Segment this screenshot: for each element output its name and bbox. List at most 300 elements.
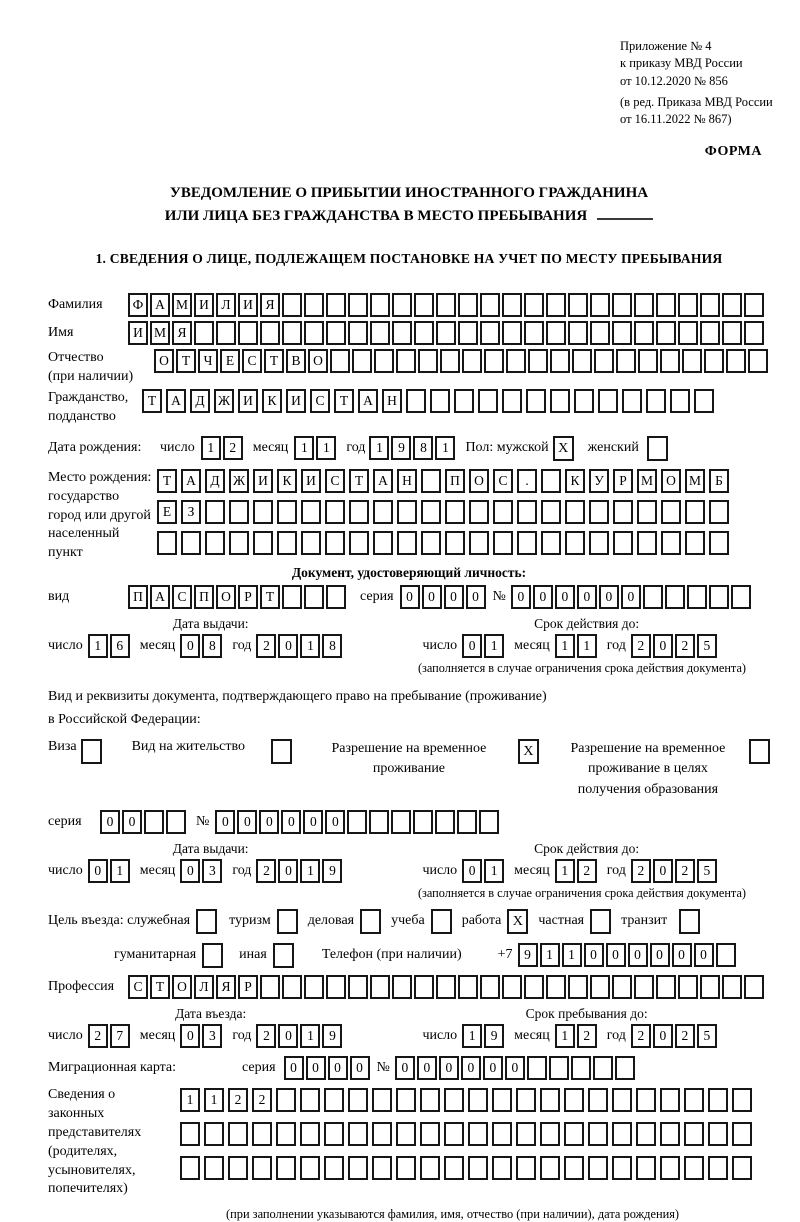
char-cell[interactable]	[564, 1088, 584, 1112]
char-cell[interactable]	[370, 321, 390, 345]
char-cell[interactable]	[687, 585, 707, 609]
char-cell[interactable]	[458, 293, 478, 317]
char-cell[interactable]	[517, 531, 537, 555]
char-cell[interactable]	[229, 531, 249, 555]
residence-permit-checkbox[interactable]	[271, 739, 292, 764]
char-cell[interactable]: 0	[180, 859, 200, 883]
char-cell[interactable]	[468, 1088, 488, 1112]
char-cell[interactable]: Т	[334, 389, 354, 413]
purpose-transit-checkbox[interactable]	[679, 909, 700, 934]
char-cell[interactable]: 9	[391, 436, 411, 460]
char-cell[interactable]: 0	[284, 1056, 304, 1080]
char-cell[interactable]	[700, 293, 720, 317]
char-cell[interactable]: 0	[306, 1056, 326, 1080]
char-cell[interactable]: 0	[180, 1024, 200, 1048]
char-cell[interactable]	[708, 1088, 728, 1112]
char-cell[interactable]	[656, 293, 676, 317]
char-cell[interactable]	[180, 1156, 200, 1180]
char-cell[interactable]	[282, 321, 302, 345]
char-cell[interactable]	[588, 1122, 608, 1146]
char-cell[interactable]	[634, 321, 654, 345]
char-cell[interactable]	[678, 975, 698, 999]
char-cell[interactable]	[326, 975, 346, 999]
char-cell[interactable]	[684, 1156, 704, 1180]
char-cell[interactable]	[282, 293, 302, 317]
char-cell[interactable]: 1	[484, 859, 504, 883]
char-cell[interactable]	[540, 1088, 560, 1112]
char-cell[interactable]: 0	[462, 859, 482, 883]
char-cell[interactable]	[480, 975, 500, 999]
char-cell[interactable]	[744, 293, 764, 317]
visa-checkbox[interactable]	[81, 739, 102, 764]
char-cell[interactable]	[541, 531, 561, 555]
char-cell[interactable]	[613, 500, 633, 524]
char-cell[interactable]	[616, 349, 636, 373]
char-cell[interactable]: 1	[462, 1024, 482, 1048]
char-cell[interactable]	[349, 531, 369, 555]
char-cell[interactable]	[462, 349, 482, 373]
char-cell[interactable]	[260, 975, 280, 999]
char-cell[interactable]: 8	[413, 436, 433, 460]
char-cell[interactable]	[228, 1156, 248, 1180]
char-cell[interactable]	[612, 321, 632, 345]
char-cell[interactable]	[430, 389, 450, 413]
char-cell[interactable]	[348, 975, 368, 999]
char-cell[interactable]	[325, 500, 345, 524]
char-cell[interactable]: П	[445, 469, 465, 493]
char-cell[interactable]	[661, 531, 681, 555]
char-cell[interactable]: 0	[511, 585, 531, 609]
char-cell[interactable]	[527, 1056, 547, 1080]
char-cell[interactable]: 0	[606, 943, 626, 967]
char-cell[interactable]: 1	[577, 634, 597, 658]
char-cell[interactable]	[492, 1122, 512, 1146]
char-cell[interactable]	[731, 585, 751, 609]
char-cell[interactable]	[546, 293, 566, 317]
char-cell[interactable]: 5	[697, 634, 717, 658]
char-cell[interactable]	[238, 321, 258, 345]
char-cell[interactable]	[732, 1122, 752, 1146]
char-cell[interactable]: Д	[205, 469, 225, 493]
char-cell[interactable]	[144, 810, 164, 834]
char-cell[interactable]	[396, 349, 416, 373]
char-cell[interactable]: 0	[278, 859, 298, 883]
char-cell[interactable]: 0	[439, 1056, 459, 1080]
char-cell[interactable]	[194, 321, 214, 345]
char-cell[interactable]: Н	[382, 389, 402, 413]
char-cell[interactable]: .	[517, 469, 537, 493]
char-cell[interactable]: 7	[110, 1024, 130, 1048]
char-cell[interactable]: О	[216, 585, 236, 609]
char-cell[interactable]	[421, 469, 441, 493]
char-cell[interactable]: 0	[180, 634, 200, 658]
char-cell[interactable]	[684, 1122, 704, 1146]
char-cell[interactable]	[414, 293, 434, 317]
char-cell[interactable]	[709, 531, 729, 555]
char-cell[interactable]	[524, 975, 544, 999]
char-cell[interactable]	[373, 500, 393, 524]
char-cell[interactable]: Т	[349, 469, 369, 493]
char-cell[interactable]	[216, 321, 236, 345]
char-cell[interactable]	[370, 293, 390, 317]
char-cell[interactable]	[502, 293, 522, 317]
char-cell[interactable]	[444, 1088, 464, 1112]
char-cell[interactable]	[493, 500, 513, 524]
char-cell[interactable]: С	[493, 469, 513, 493]
char-cell[interactable]: Т	[150, 975, 170, 999]
char-cell[interactable]	[678, 321, 698, 345]
char-cell[interactable]: 1	[540, 943, 560, 967]
char-cell[interactable]	[700, 975, 720, 999]
char-cell[interactable]	[349, 500, 369, 524]
char-cell[interactable]	[516, 1156, 536, 1180]
char-cell[interactable]: А	[373, 469, 393, 493]
char-cell[interactable]	[634, 293, 654, 317]
char-cell[interactable]: Ж	[229, 469, 249, 493]
char-cell[interactable]	[301, 531, 321, 555]
char-cell[interactable]	[300, 1156, 320, 1180]
char-cell[interactable]: П	[194, 585, 214, 609]
char-cell[interactable]: 0	[555, 585, 575, 609]
char-cell[interactable]	[516, 1088, 536, 1112]
char-cell[interactable]	[550, 349, 570, 373]
char-cell[interactable]	[546, 321, 566, 345]
char-cell[interactable]: Т	[264, 349, 284, 373]
char-cell[interactable]: 2	[577, 859, 597, 883]
char-cell[interactable]: 2	[223, 436, 243, 460]
char-cell[interactable]: А	[358, 389, 378, 413]
char-cell[interactable]	[637, 531, 657, 555]
char-cell[interactable]	[458, 975, 478, 999]
char-cell[interactable]: М	[150, 321, 170, 345]
char-cell[interactable]	[590, 321, 610, 345]
char-cell[interactable]	[660, 1122, 680, 1146]
purpose-humanitarian-checkbox[interactable]	[202, 943, 223, 968]
char-cell[interactable]: 1	[562, 943, 582, 967]
char-cell[interactable]: 1	[555, 1024, 575, 1048]
char-cell[interactable]	[564, 1156, 584, 1180]
char-cell[interactable]	[598, 389, 618, 413]
char-cell[interactable]	[540, 1122, 560, 1146]
char-cell[interactable]	[166, 810, 186, 834]
char-cell[interactable]	[348, 1156, 368, 1180]
char-cell[interactable]: З	[181, 500, 201, 524]
char-cell[interactable]	[744, 321, 764, 345]
char-cell[interactable]: И	[253, 469, 273, 493]
char-cell[interactable]	[204, 1156, 224, 1180]
char-cell[interactable]: 0	[628, 943, 648, 967]
char-cell[interactable]: Е	[220, 349, 240, 373]
char-cell[interactable]: С	[310, 389, 330, 413]
char-cell[interactable]: Я	[260, 293, 280, 317]
char-cell[interactable]: Р	[238, 975, 258, 999]
char-cell[interactable]	[588, 1156, 608, 1180]
char-cell[interactable]: 0	[444, 585, 464, 609]
char-cell[interactable]	[276, 1088, 296, 1112]
char-cell[interactable]	[541, 469, 561, 493]
char-cell[interactable]	[253, 500, 273, 524]
char-cell[interactable]: А	[166, 389, 186, 413]
char-cell[interactable]	[493, 531, 513, 555]
char-cell[interactable]: 0	[88, 859, 108, 883]
char-cell[interactable]: 0	[533, 585, 553, 609]
char-cell[interactable]	[722, 293, 742, 317]
char-cell[interactable]: Е	[157, 500, 177, 524]
char-cell[interactable]: 0	[650, 943, 670, 967]
char-cell[interactable]	[347, 810, 367, 834]
char-cell[interactable]: 0	[584, 943, 604, 967]
char-cell[interactable]	[369, 810, 389, 834]
char-cell[interactable]: Ж	[214, 389, 234, 413]
char-cell[interactable]: 0	[672, 943, 692, 967]
char-cell[interactable]	[516, 1122, 536, 1146]
char-cell[interactable]	[352, 349, 372, 373]
char-cell[interactable]	[568, 293, 588, 317]
char-cell[interactable]: 1	[204, 1088, 224, 1112]
char-cell[interactable]	[656, 321, 676, 345]
char-cell[interactable]: 2	[228, 1088, 248, 1112]
char-cell[interactable]	[700, 321, 720, 345]
char-cell[interactable]	[612, 293, 632, 317]
char-cell[interactable]	[726, 349, 746, 373]
char-cell[interactable]	[526, 389, 546, 413]
char-cell[interactable]	[634, 975, 654, 999]
char-cell[interactable]	[524, 321, 544, 345]
char-cell[interactable]	[589, 531, 609, 555]
char-cell[interactable]: 0	[599, 585, 619, 609]
char-cell[interactable]	[282, 585, 302, 609]
char-cell[interactable]: 0	[350, 1056, 370, 1080]
char-cell[interactable]	[406, 389, 426, 413]
char-cell[interactable]	[615, 1056, 635, 1080]
purpose-tourism-checkbox[interactable]	[277, 909, 298, 934]
char-cell[interactable]	[540, 1156, 560, 1180]
char-cell[interactable]	[528, 349, 548, 373]
char-cell[interactable]	[458, 321, 478, 345]
char-cell[interactable]: 1	[555, 859, 575, 883]
char-cell[interactable]	[722, 975, 742, 999]
char-cell[interactable]	[636, 1088, 656, 1112]
char-cell[interactable]: 2	[631, 859, 651, 883]
char-cell[interactable]	[324, 1088, 344, 1112]
char-cell[interactable]: П	[128, 585, 148, 609]
char-cell[interactable]	[420, 1088, 440, 1112]
char-cell[interactable]	[646, 389, 666, 413]
char-cell[interactable]	[444, 1156, 464, 1180]
char-cell[interactable]: 0	[122, 810, 142, 834]
char-cell[interactable]	[565, 531, 585, 555]
char-cell[interactable]	[685, 500, 705, 524]
char-cell[interactable]	[300, 1088, 320, 1112]
char-cell[interactable]	[502, 389, 522, 413]
char-cell[interactable]: И	[238, 389, 258, 413]
char-cell[interactable]	[502, 321, 522, 345]
char-cell[interactable]	[260, 321, 280, 345]
char-cell[interactable]: 0	[278, 1024, 298, 1048]
char-cell[interactable]: 0	[215, 810, 235, 834]
char-cell[interactable]: 1	[435, 436, 455, 460]
char-cell[interactable]	[414, 975, 434, 999]
char-cell[interactable]	[180, 1122, 200, 1146]
char-cell[interactable]: Б	[709, 469, 729, 493]
char-cell[interactable]: О	[308, 349, 328, 373]
char-cell[interactable]: 0	[417, 1056, 437, 1080]
char-cell[interactable]: О	[469, 469, 489, 493]
char-cell[interactable]	[301, 500, 321, 524]
char-cell[interactable]	[732, 1088, 752, 1112]
char-cell[interactable]	[468, 1122, 488, 1146]
char-cell[interactable]: 2	[256, 859, 276, 883]
char-cell[interactable]	[568, 321, 588, 345]
char-cell[interactable]	[722, 321, 742, 345]
char-cell[interactable]: 1	[88, 634, 108, 658]
rvp-edu-checkbox[interactable]	[749, 739, 770, 764]
char-cell[interactable]: 1	[369, 436, 389, 460]
char-cell[interactable]	[636, 1156, 656, 1180]
char-cell[interactable]: Р	[238, 585, 258, 609]
char-cell[interactable]: Н	[397, 469, 417, 493]
char-cell[interactable]: 9	[322, 1024, 342, 1048]
char-cell[interactable]: 2	[577, 1024, 597, 1048]
char-cell[interactable]	[541, 500, 561, 524]
char-cell[interactable]: 3	[202, 1024, 222, 1048]
char-cell[interactable]	[684, 1088, 704, 1112]
char-cell[interactable]	[396, 1088, 416, 1112]
char-cell[interactable]	[396, 1156, 416, 1180]
char-cell[interactable]: Д	[190, 389, 210, 413]
char-cell[interactable]	[157, 531, 177, 555]
char-cell[interactable]	[590, 975, 610, 999]
char-cell[interactable]: В	[286, 349, 306, 373]
char-cell[interactable]	[277, 500, 297, 524]
char-cell[interactable]	[304, 975, 324, 999]
char-cell[interactable]: 0	[325, 810, 345, 834]
char-cell[interactable]: 5	[697, 859, 717, 883]
char-cell[interactable]	[253, 531, 273, 555]
char-cell[interactable]: 1	[300, 859, 320, 883]
char-cell[interactable]: 0	[303, 810, 323, 834]
char-cell[interactable]	[568, 975, 588, 999]
char-cell[interactable]	[276, 1156, 296, 1180]
char-cell[interactable]	[397, 500, 417, 524]
char-cell[interactable]	[572, 349, 592, 373]
char-cell[interactable]	[612, 1122, 632, 1146]
char-cell[interactable]	[277, 531, 297, 555]
char-cell[interactable]: Т	[260, 585, 280, 609]
char-cell[interactable]: С	[325, 469, 345, 493]
char-cell[interactable]	[181, 531, 201, 555]
char-cell[interactable]: 1	[300, 634, 320, 658]
char-cell[interactable]	[670, 389, 690, 413]
char-cell[interactable]	[205, 531, 225, 555]
char-cell[interactable]: 2	[88, 1024, 108, 1048]
char-cell[interactable]	[660, 1088, 680, 1112]
char-cell[interactable]	[665, 585, 685, 609]
char-cell[interactable]: 0	[259, 810, 279, 834]
char-cell[interactable]: 0	[278, 634, 298, 658]
char-cell[interactable]	[524, 293, 544, 317]
char-cell[interactable]: К	[565, 469, 585, 493]
char-cell[interactable]: 2	[256, 634, 276, 658]
char-cell[interactable]: Л	[216, 293, 236, 317]
char-cell[interactable]	[373, 531, 393, 555]
char-cell[interactable]: А	[150, 293, 170, 317]
char-cell[interactable]: Л	[194, 975, 214, 999]
char-cell[interactable]	[612, 1156, 632, 1180]
char-cell[interactable]: 0	[621, 585, 641, 609]
char-cell[interactable]: 1	[180, 1088, 200, 1112]
char-cell[interactable]	[454, 389, 474, 413]
char-cell[interactable]: Т	[176, 349, 196, 373]
char-cell[interactable]: 2	[631, 1024, 651, 1048]
char-cell[interactable]	[414, 321, 434, 345]
char-cell[interactable]	[480, 293, 500, 317]
char-cell[interactable]	[304, 321, 324, 345]
char-cell[interactable]	[469, 531, 489, 555]
char-cell[interactable]: 0	[461, 1056, 481, 1080]
char-cell[interactable]	[613, 531, 633, 555]
char-cell[interactable]	[468, 1156, 488, 1180]
char-cell[interactable]: М	[172, 293, 192, 317]
char-cell[interactable]	[685, 531, 705, 555]
char-cell[interactable]	[550, 389, 570, 413]
char-cell[interactable]	[348, 293, 368, 317]
char-cell[interactable]	[445, 500, 465, 524]
char-cell[interactable]	[564, 1122, 584, 1146]
char-cell[interactable]: О	[154, 349, 174, 373]
char-cell[interactable]	[282, 975, 302, 999]
char-cell[interactable]	[348, 1088, 368, 1112]
char-cell[interactable]: 8	[202, 634, 222, 658]
char-cell[interactable]	[638, 349, 658, 373]
char-cell[interactable]	[612, 1088, 632, 1112]
purpose-study-checkbox[interactable]	[431, 909, 452, 934]
char-cell[interactable]	[372, 1156, 392, 1180]
char-cell[interactable]	[457, 810, 477, 834]
char-cell[interactable]	[660, 1156, 680, 1180]
char-cell[interactable]	[682, 349, 702, 373]
char-cell[interactable]	[492, 1088, 512, 1112]
char-cell[interactable]	[324, 1122, 344, 1146]
purpose-other-checkbox[interactable]	[273, 943, 294, 968]
char-cell[interactable]	[391, 810, 411, 834]
sex-male-checkbox[interactable]: X	[553, 436, 574, 461]
char-cell[interactable]	[392, 321, 412, 345]
char-cell[interactable]	[396, 1122, 416, 1146]
char-cell[interactable]: К	[262, 389, 282, 413]
char-cell[interactable]: 2	[256, 1024, 276, 1048]
char-cell[interactable]	[435, 810, 455, 834]
char-cell[interactable]	[588, 1088, 608, 1112]
char-cell[interactable]	[622, 389, 642, 413]
char-cell[interactable]	[436, 975, 456, 999]
char-cell[interactable]	[397, 531, 417, 555]
char-cell[interactable]: А	[150, 585, 170, 609]
char-cell[interactable]	[326, 293, 346, 317]
char-cell[interactable]	[348, 321, 368, 345]
purpose-private-checkbox[interactable]	[590, 909, 611, 934]
char-cell[interactable]: Я	[172, 321, 192, 345]
char-cell[interactable]	[440, 349, 460, 373]
char-cell[interactable]: 2	[675, 634, 695, 658]
char-cell[interactable]	[445, 531, 465, 555]
char-cell[interactable]	[374, 349, 394, 373]
char-cell[interactable]: 0	[462, 634, 482, 658]
char-cell[interactable]	[420, 1156, 440, 1180]
char-cell[interactable]	[252, 1156, 272, 1180]
char-cell[interactable]: 0	[694, 943, 714, 967]
char-cell[interactable]	[708, 1122, 728, 1146]
